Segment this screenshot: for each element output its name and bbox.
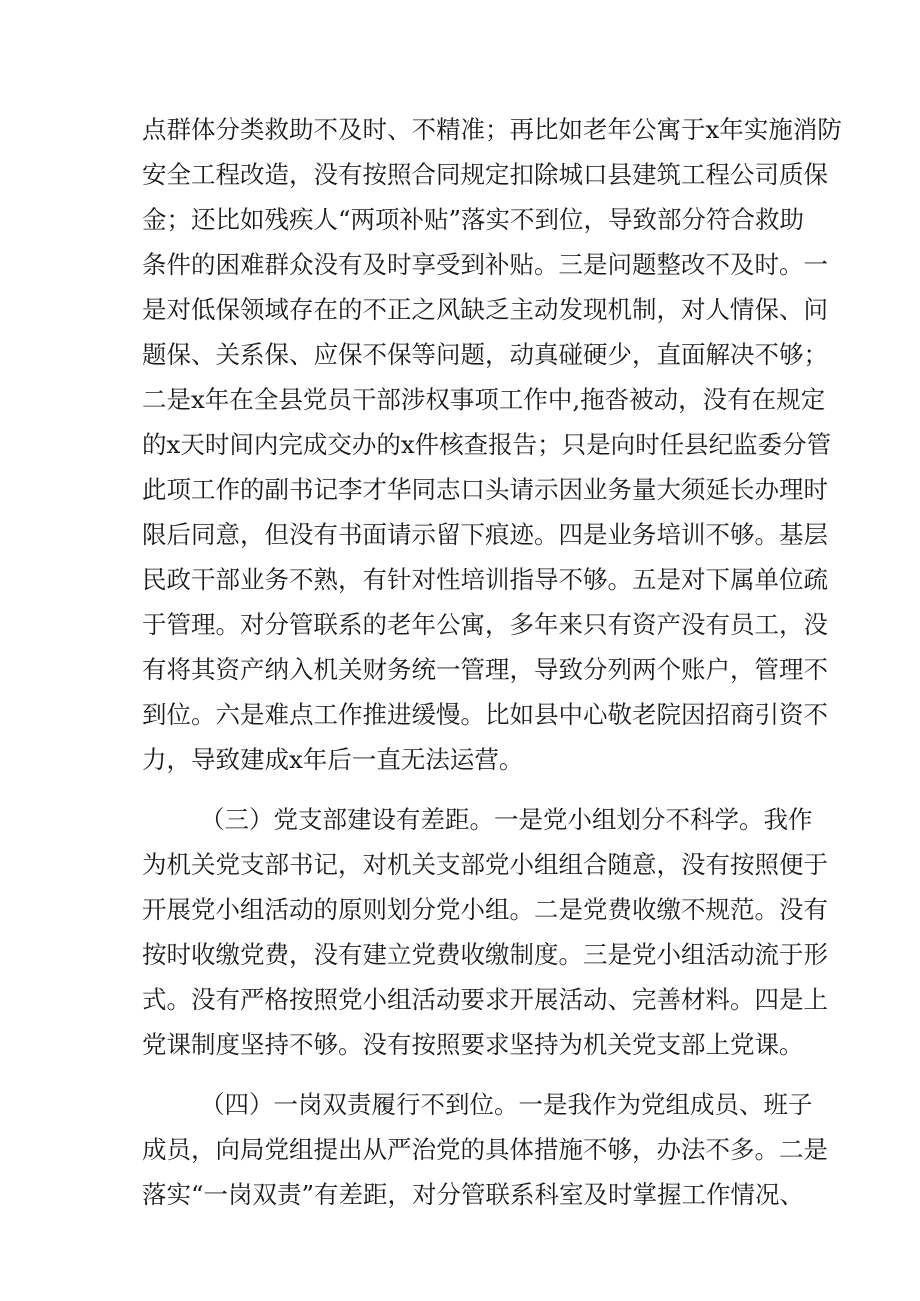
text-line: 安全工程改造，没有按照合同规定扣除城口县建筑工程公司质保 [142,160,828,189]
text-line: 二是x年在全县党员干部涉权事项工作中,拖沓被动，没有在规定 [142,385,826,414]
section-heading-line: （四）一岗双责履行不到位。一是我作为党组成员、班子 [200,1090,813,1119]
text-line: 是对低保领域存在的不正之风缺乏主动发现机制，对人情保、问 [142,295,828,324]
text-line: 力，导致建成x年后一直无法运营。 [142,745,524,774]
text-line: 到位。六是难点工作推进缓慢。比如县中心敬老院因招商引资不 [142,700,828,729]
text-line: 有将其资产纳入机关财务统一管理，导致分列两个账户，管理不 [142,655,828,684]
text-line: 开展党小组活动的原则划分党小组。二是党费收缴不规范。没有 [142,895,828,924]
text-line: 点群体分类救助不及时、不精准；再比如老年公寓于x年实施消防 [142,115,842,144]
text-line: 党课制度坚持不够。没有按照要求坚持为机关党支部上党课。 [142,1030,804,1059]
section-heading-line: （三）党支部建设有差距。一是党小组划分不科学。我作 [200,805,813,834]
text-line: 条件的困难群众没有及时享受到补贴。三是问题整改不及时。一 [142,250,828,279]
text-line: 于管理。对分管联系的老年公寓，多年来只有资产没有员工，没 [142,610,828,639]
text-line: 按时收缴党费，没有建立党费收缴制度。三是党小组活动流于形 [142,940,828,969]
text-line: 的x天时间内完成交办的x件核查报告；只是向时任县纪监委分管 [142,430,832,459]
text-line: 此项工作的副书记李才华同志口头请示因业务量大须延长办理时 [142,475,828,504]
text-line: 题保、关系保、应保不保等问题，动真碰硬少，直面解决不够； [142,340,828,369]
text-line: 民政干部业务不熟，有针对性培训指导不够。五是对下属单位疏 [142,565,828,594]
text-line: 落实“一岗双责”有差距，对分管联系科室及时掌握工作情况、 [142,1180,805,1209]
text-line: 金；还比如残疾人“两项补贴”落实不到位，导致部分符合救助 [142,205,805,234]
text-line: 成员，向局党组提出从严治党的具体措施不够，办法不多。二是 [142,1135,828,1164]
text-line: 限后同意，但没有书面请示留下痕迹。四是业务培训不够。基层 [142,520,828,549]
text-line: 为机关党支部书记，对机关支部党小组组合随意，没有按照便于 [142,850,828,879]
text-line: 式。没有严格按照党小组活动要求开展活动、完善材料。四是上 [142,985,828,1014]
